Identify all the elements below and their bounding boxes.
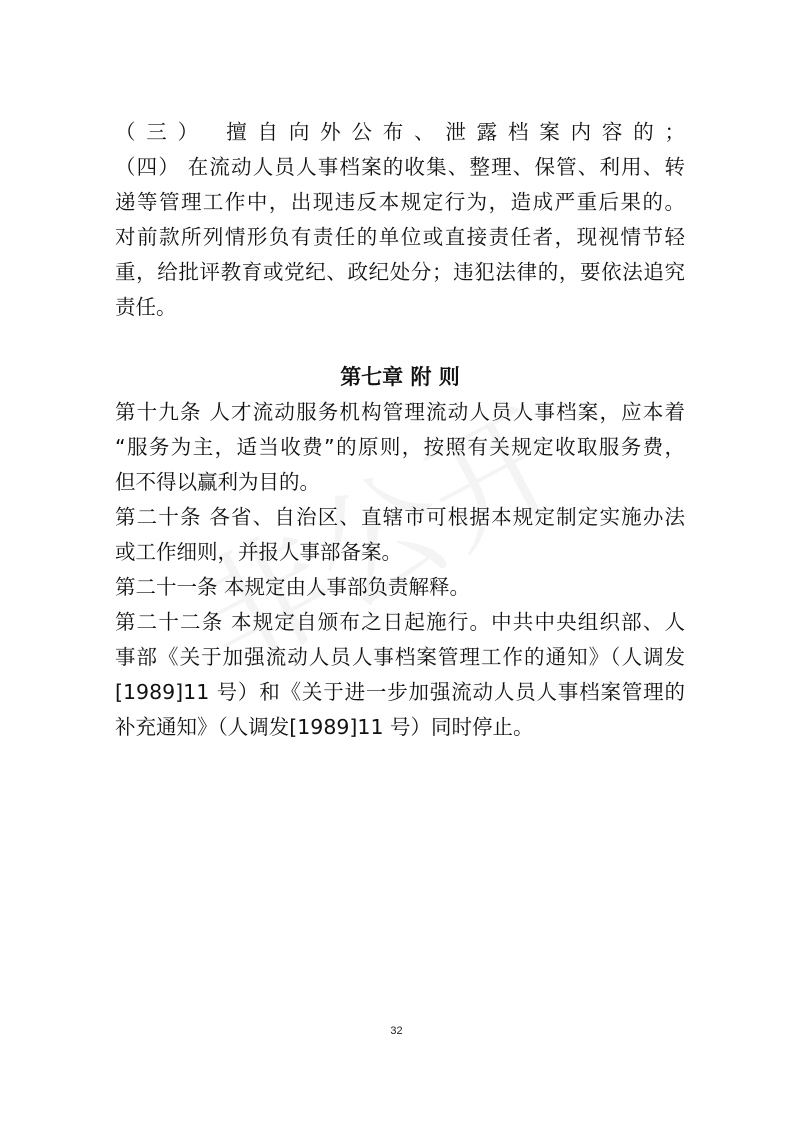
article-22-line-4: 补充通知》（人调发[1989]11 号）同时停止。: [115, 715, 534, 739]
article-19-line-3: 但不得以赢利为目的。: [115, 470, 320, 494]
article-22-line-1: 第二十二条 本规定自颁布之日起施行。中共中央组织部、人: [115, 610, 685, 634]
article-19-line-1: 第十九条 人才流动服务机构管理流动人员人事档案，应本着: [115, 400, 685, 424]
page-number: 32: [390, 1025, 403, 1037]
text-line-item-4-a: （四） 在流动人员人事档案的收集、整理、保管、利用、转: [115, 155, 685, 179]
article-22-line-3: [1989]11 号）和《关于进一步加强流动人员人事档案管理的: [115, 680, 685, 704]
article-20-line-2: 或工作细则，并报人事部备案。: [115, 540, 402, 564]
text-line-liability-c: 责任。: [115, 295, 177, 319]
text-line-liability-a: 对前款所列情形负有责任的单位或直接责任者，现视情节轻: [115, 225, 685, 249]
article-19-line-2: “服务为主，适当收费”的原则，按照有关规定收取服务费，: [115, 435, 685, 459]
text-line-item-3: （三） 擅自向外公布、泄露档案内容的；: [115, 120, 685, 144]
article-20-line-1: 第二十条 各省、自治区、直辖市可根据本规定制定实施办法: [115, 505, 685, 529]
text-line-liability-b: 重，给批评教育或党纪、政纪处分；违犯法律的，要依法追究: [115, 260, 685, 284]
article-22-line-2: 事部《关于加强流动人员人事档案管理工作的通知》（人调发: [115, 645, 685, 669]
chapter-heading: 第七章 附 则: [340, 365, 460, 389]
text-line-item-4-b: 递等管理工作中，出现违反本规定行为，造成严重后果的。: [115, 190, 685, 214]
article-21-line-1: 第二十一条 本规定由人事部负责解释。: [115, 575, 471, 599]
